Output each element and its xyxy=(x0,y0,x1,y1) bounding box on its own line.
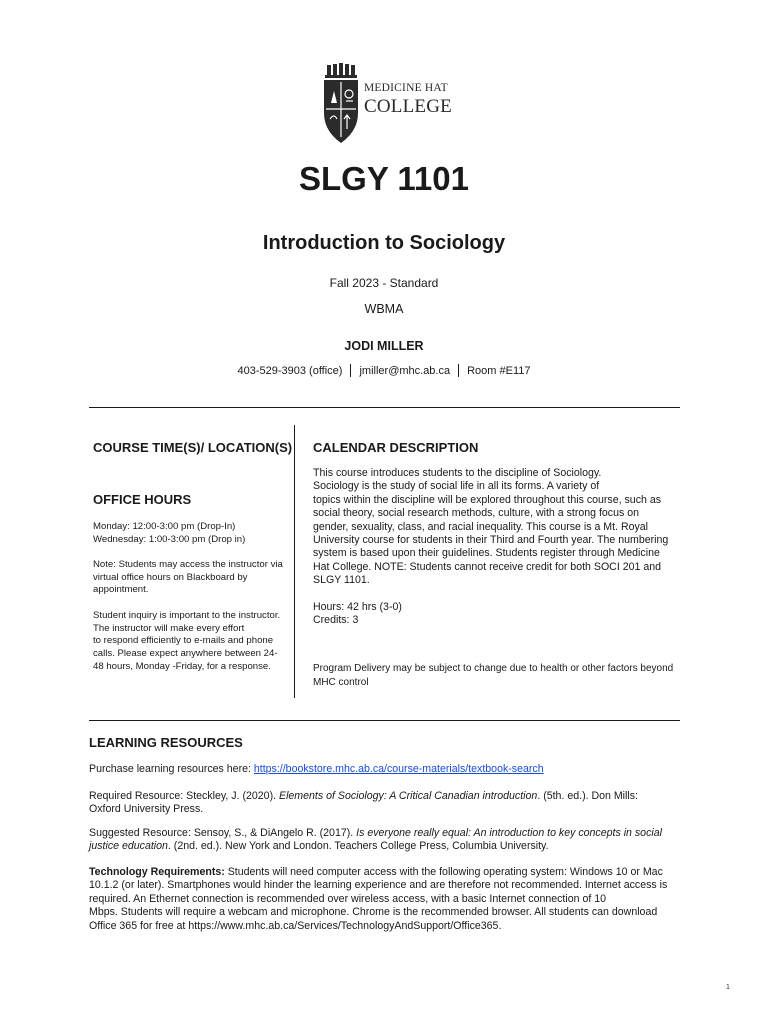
program: WBMA xyxy=(364,302,404,316)
suggested-resource xyxy=(89,827,689,854)
office-hours-list xyxy=(93,521,245,546)
description-line: SLGY 1101. xyxy=(313,574,370,587)
course-hours: Hours: 42 hrs (3-0) xyxy=(313,601,402,613)
page-number: 1 xyxy=(726,984,730,991)
course-credits: Credits: 3 xyxy=(313,614,359,627)
purchase-line xyxy=(89,763,544,776)
delivery-note xyxy=(313,662,673,690)
description-line: University course for students in their Third and Fourth year. The numbering xyxy=(313,534,669,547)
required-suffix: . (5th. ed.). Don Mills: xyxy=(537,790,638,802)
email[interactable]: jmiller@mhc.ab.ca xyxy=(359,365,451,377)
note-line: appointment. xyxy=(93,584,149,596)
course-times-heading: COURSE TIME(S)/ LOCATION(S) xyxy=(93,440,293,455)
virtual-hours-note xyxy=(93,559,283,597)
required-resource xyxy=(89,790,689,817)
tech-line: 10.1.2 (or later). Smartphones would hinder the learning experience and are therefore not recommended. Internet access is xyxy=(89,879,668,892)
college-logo xyxy=(322,63,452,145)
logo-line-1: MEDICINE HAT xyxy=(364,82,448,94)
college-crest-icon xyxy=(322,63,360,145)
tech-label: Technology Requirements: xyxy=(89,866,225,878)
description-line: This course introduces students to the discipline of Sociology. xyxy=(313,467,602,479)
separator xyxy=(458,364,459,377)
office-hours-item: Monday: 12:00-3:00 pm (Drop-In) xyxy=(93,521,236,532)
description-line: social theory, social research methods, culture, with a strong focus on xyxy=(313,507,640,520)
note-line: Student inquiry is important to the instructor. xyxy=(93,610,281,621)
tech-line: Students will need computer access with the following operating system: Windows 10 or Mac xyxy=(224,866,663,878)
technology-requirements xyxy=(89,866,689,933)
tech-line: Office 365 for free at https://www.mhc.ab.ca/Services/TechnologyAndSupport/Office365. xyxy=(89,919,502,932)
note-line: Program Delivery may be subject to change due to health or other factors beyond xyxy=(313,663,674,674)
course-code: SLGY 1101 xyxy=(298,160,469,197)
description-line: system is based upon their guidelines. Students register through Medicine xyxy=(313,547,660,560)
note-line: virtual office hours on Blackboard by xyxy=(93,571,248,583)
required-prefix: Required Resource: Steckley, J. (2020). xyxy=(89,790,279,802)
contact-line xyxy=(0,364,768,377)
term: Fall 2023 - Standard xyxy=(329,276,439,290)
description-line: gender, sexuality, class, and racial inequality. This course is a Mt. Royal xyxy=(313,520,649,533)
office-hours-heading: OFFICE HOURS xyxy=(93,492,192,507)
phone: 403-529-3903 (office) xyxy=(237,365,343,377)
divider-top xyxy=(89,407,680,408)
note-line: to respond efficiently to e-mails and phone xyxy=(93,635,274,647)
purchase-prefix: Purchase learning resources here: xyxy=(89,763,254,775)
note-line: MHC control xyxy=(313,677,369,688)
description-line: Sociology is the study of social life in all its forms. A variety of xyxy=(313,480,600,493)
description-line: topics within the discipline will be explored throughout this course, such as xyxy=(313,493,662,506)
note-line: The instructor will make every effort xyxy=(93,622,245,634)
hours-credits xyxy=(313,601,402,628)
note-line: calls. Please expect anywhere between 24- xyxy=(93,648,278,660)
note-line: 48 hours, Monday -Friday, for a response. xyxy=(93,660,271,672)
tech-line: required. An Ethernet connection is recommended over wireless access, with a basic Internet connection of 10 xyxy=(89,892,607,905)
learning-resources-heading: LEARNING RESOURCES xyxy=(89,735,243,750)
suggested-title: Is everyone really equal: An introduction to key concepts in social xyxy=(356,827,662,839)
calendar-description-heading: CALENDAR DESCRIPTION xyxy=(313,440,479,455)
note-line: Note: Students may access the instructor via xyxy=(93,559,283,570)
calendar-description xyxy=(313,467,668,588)
tech-line: Mbps. Students will require a webcam and microphone. Chrome is the recommended browser. All students can download xyxy=(89,906,658,919)
required-publisher: Oxford University Press. xyxy=(89,803,204,816)
bookstore-link[interactable]: https://bookstore.mhc.ab.ca/course-materials/textbook-search xyxy=(253,763,544,775)
inquiry-note xyxy=(93,610,280,674)
course-title: Introduction to Sociology xyxy=(262,232,506,254)
separator xyxy=(350,364,351,377)
instructor-name: JODI MILLER xyxy=(344,339,424,353)
suggested-title-cont: justice education xyxy=(89,840,168,853)
room: Room #E117 xyxy=(467,365,531,377)
suggested-suffix: . (2nd. ed.). New York and London. Teachers College Press, Columbia University. xyxy=(167,840,549,853)
column-divider xyxy=(294,425,295,698)
suggested-prefix: Suggested Resource: Sensoy, S., & DiAngelo R. (2017). xyxy=(89,827,357,839)
office-hours-item: Wednesday: 1:00-3:00 pm (Drop in) xyxy=(93,533,246,545)
required-title: Elements of Sociology: A Critical Canadian introduction xyxy=(279,790,538,802)
description-line: Hat College. NOTE: Students cannot receive credit for both SOCI 201 and xyxy=(313,560,662,573)
divider-middle xyxy=(89,720,680,721)
logo-line-2: COLLEGE xyxy=(364,96,452,117)
